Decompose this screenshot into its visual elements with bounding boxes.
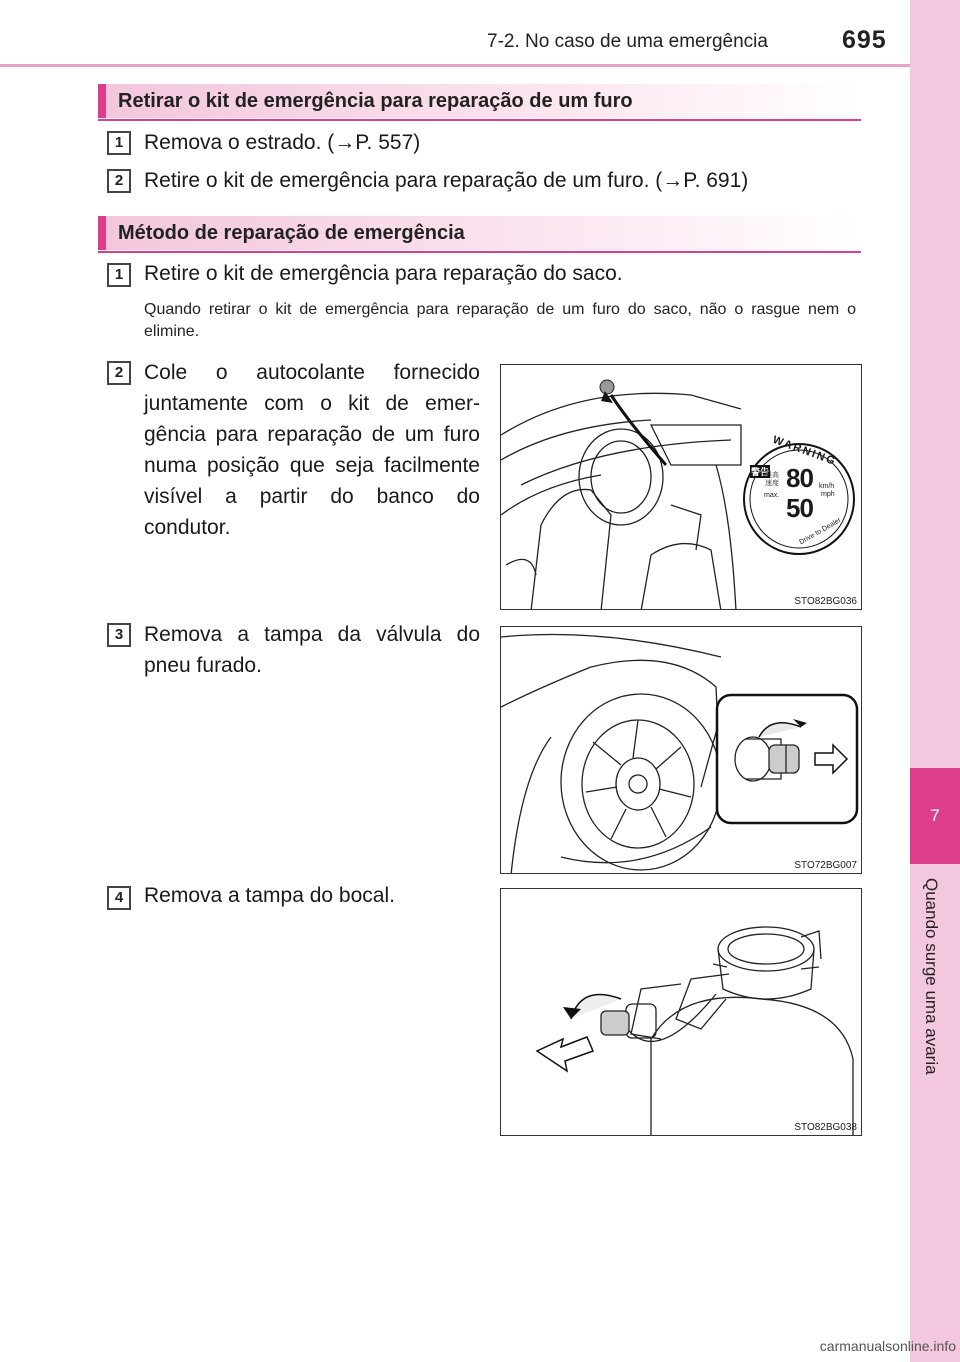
step-number: 3 (107, 623, 131, 647)
sticker-speed-bottom: 50 (786, 493, 813, 523)
bottle-illustration (501, 889, 862, 1136)
step-number: 1 (107, 131, 131, 155)
step-number: 2 (107, 169, 131, 193)
figure-code: STO82BG036 (794, 596, 857, 607)
section-heading-repair-method: Método de reparação de emergência (98, 216, 861, 250)
side-tab (910, 0, 960, 1362)
chapter-title: Quando surge uma avaria (922, 878, 941, 1075)
step-text: Remova o estrado. (→P. 557) (144, 131, 421, 154)
step-text: Retire o kit de emergência para reparação do saco. (144, 262, 623, 285)
sticker-drive-to-dealer: Drive to Dealer (798, 516, 843, 547)
running-header: 7-2. No caso de uma emergência (487, 31, 768, 52)
section-heading-remove-kit: Retirar o kit de emergência para reparação de um furo (98, 84, 861, 118)
figure-valve-cap (500, 626, 862, 874)
step-text: Retire o kit de emergência para reparação de um furo. (→P. 691) (144, 169, 749, 192)
step-number: 2 (107, 361, 131, 385)
figure-code: STO72BG007 (794, 860, 857, 871)
sticker-unit-top: km/h (819, 483, 835, 490)
sticker-jp-speed: 最高速度 (765, 472, 779, 487)
step-text: Cole o autocolante fornecido juntamente com o kit de emer-gência para reparação de um furo numa posição que seja facilmente visível a partir do banco do condutor. (144, 361, 480, 539)
figure-nozzle-cap (500, 888, 862, 1136)
figure-sticker-placement (500, 364, 862, 610)
step-text: Remova a tampa do bocal. (144, 884, 395, 907)
figure-code: STO82BG038 (794, 1122, 857, 1133)
sticker-warning-label: WARNING (770, 433, 839, 469)
page-number: 695 (842, 26, 887, 54)
step-note: Quando retirar o kit de emergência para reparação de um furo do saco, não o rasgue nem o elimine. (144, 301, 856, 340)
sticker-jp-label: 警告 (751, 467, 770, 477)
sticker-speed-top: 80 (786, 463, 813, 493)
step-number: 1 (107, 263, 131, 287)
tire-illustration (501, 627, 862, 874)
step-text: Remova a tampa da válvula do pneu furado. (144, 623, 480, 677)
sticker-max: max. (764, 492, 780, 499)
step-number: 4 (107, 886, 131, 910)
sticker-unit-bottom: mph (821, 491, 835, 498)
watermark: carmanualsonline.info (819, 1338, 956, 1354)
chapter-number: 7 (930, 806, 940, 825)
header-rule (0, 64, 912, 67)
